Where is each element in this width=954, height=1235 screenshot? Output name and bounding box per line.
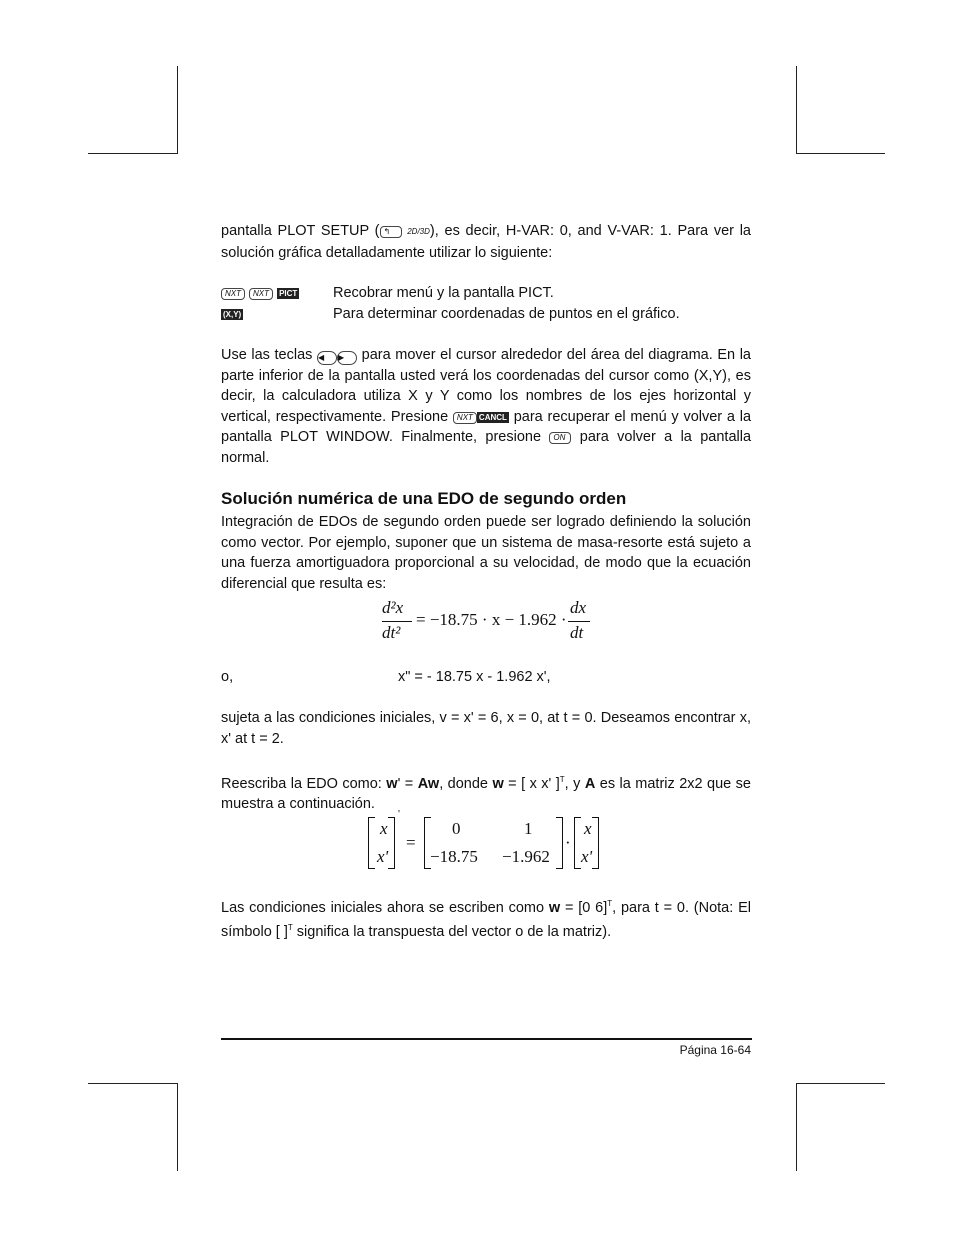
prime-mark: ': [398, 808, 400, 820]
crop-mark: [796, 66, 797, 154]
text: , y: [564, 775, 585, 792]
lhs-numerator: d²x: [382, 598, 404, 617]
cancel-softkey: CANCL: [478, 412, 507, 422]
text: , para t = 0. (Nota: El símbolo [ ]: [221, 899, 751, 941]
w-symbol: w: [548, 899, 561, 916]
crop-mark: [177, 66, 178, 154]
matrix-cell: −1.962: [502, 847, 550, 866]
on-key: ON: [549, 432, 571, 444]
keystroke-row-2: [221, 304, 751, 325]
keystroke-row-1: [221, 283, 751, 304]
left-arrow-key: ◀: [317, 351, 337, 365]
vector-x: x: [584, 819, 592, 838]
text: para mover el cursor alrededor del área del diagrama. En la parte inferior de la pantalla usted verá los coordenadas del cursor como (X,Y), es decir, la calculadora utiliza X y Y como los nombres de los ejes horizontal y vertical, respectivamente. Presione: [221, 347, 751, 425]
bracket-right: [592, 817, 599, 869]
rewrite-paragraph: [221, 770, 751, 815]
matrix-cell: 1: [524, 819, 533, 838]
section-heading: Solución numérica de una EDO de segundo orden: [221, 489, 627, 508]
text: Reescriba la EDO como:: [221, 775, 387, 792]
right-arrow-key: ▶: [337, 351, 357, 365]
text: Las condiciones iniciales ahora se escriben como: [221, 899, 549, 916]
bracket-left: [368, 817, 375, 869]
nxt-key: NXT: [249, 288, 273, 300]
intro-paragraph: [221, 221, 751, 263]
lhs-denominator: dt²: [382, 623, 401, 642]
xy-softkey: (X,Y): [223, 310, 242, 319]
crop-mark: [796, 153, 885, 154]
alt-expression: x" = - 18.75 x - 1.962 x',: [398, 669, 551, 685]
conditions-paragraph: sujeta a las condiciones iniciales, v = x' = 6, x = 0, at t = 0. Deseamos encontrar x, x' at t = 2.: [221, 710, 751, 747]
aw-symbol: Aw: [417, 775, 440, 792]
intro-text: pantalla PLOT SETUP (: [221, 223, 380, 239]
keystroke-desc: Recobrar menú y la pantalla PICT.: [333, 285, 554, 301]
text: = [ x x' ]: [503, 775, 560, 792]
bracket-right: [388, 817, 395, 869]
text: ' =: [397, 775, 418, 792]
crop-mark: [88, 153, 177, 154]
matrix-cell: −18.75: [430, 847, 478, 866]
crop-mark: [177, 1083, 178, 1171]
alt-form-line: [221, 667, 751, 688]
nxt-key: NXT: [221, 288, 245, 300]
crop-mark: [88, 1083, 177, 1084]
rhs-expression: = −18.75 · x − 1.962 ·: [416, 610, 567, 629]
vector-x: x: [380, 819, 388, 838]
text: Use las teclas: [221, 347, 313, 363]
nxt-key: NXT: [453, 412, 477, 424]
final-paragraph: [221, 894, 751, 943]
2d3d-key: 2D/3D: [407, 227, 430, 236]
a-symbol: A: [584, 775, 596, 792]
section-paragraph: Integración de EDOs de segundo orden puede ser logrado definiendo la solución como vector. Por ejemplo, suponer que un sistema de masa-resorte está sujeto a una fuerza amortiguadora proporcional a su velocidad, de modo que la ecuación diferencial que resulta es:: [221, 514, 751, 592]
w-symbol: w: [386, 775, 398, 792]
text: para volver a la pantalla normal.: [221, 429, 752, 466]
bracket-left: [574, 817, 581, 869]
matrix-cell: 0: [452, 819, 461, 838]
keystroke-desc: Para determinar coordenadas de puntos en el gráfico.: [333, 306, 680, 322]
alt-label: o,: [221, 669, 234, 685]
fraction-bar: [382, 621, 412, 622]
fraction-bar: [568, 621, 590, 622]
intro-text-end: ), es decir, H-VAR: 0, and V-VAR: 1. Para ver la solución gráfica detalladamente utilizar lo siguiente:: [221, 223, 751, 261]
vector-xprime: x': [581, 847, 593, 866]
w-symbol: w: [492, 775, 504, 792]
equation-ode: [380, 598, 610, 648]
equals-sign: =: [406, 833, 416, 852]
crop-mark: [796, 1083, 797, 1171]
pict-softkey: PICT: [279, 289, 298, 298]
text: , donde: [439, 775, 493, 792]
rhs-numerator: dx: [570, 598, 587, 617]
rhs-denominator: dt: [570, 623, 584, 642]
text: significa la transpuesta del vector o de la matriz).: [292, 924, 612, 941]
text: es la matriz 2x2 que se muestra a continuación.: [221, 775, 751, 813]
crop-mark: [796, 1083, 885, 1084]
dot-operator: ·: [565, 833, 571, 852]
vector-xprime: x': [377, 847, 389, 866]
matrix-equation: [366, 808, 606, 872]
transpose-sup: T: [559, 775, 565, 784]
page-number: Página 16-64: [679, 1043, 751, 1057]
cursor-paragraph: [221, 345, 751, 469]
bracket-right: [556, 817, 563, 869]
text: = [0 6]: [560, 899, 608, 916]
text: para recuperar el menú y volver a la pantalla PLOT WINDOW. Finalmente, presione: [221, 408, 752, 446]
transpose-sup: T: [287, 923, 293, 933]
shift-key: ↰: [380, 226, 402, 238]
footer-rule: [221, 1038, 752, 1040]
transpose-sup: T: [607, 899, 613, 908]
